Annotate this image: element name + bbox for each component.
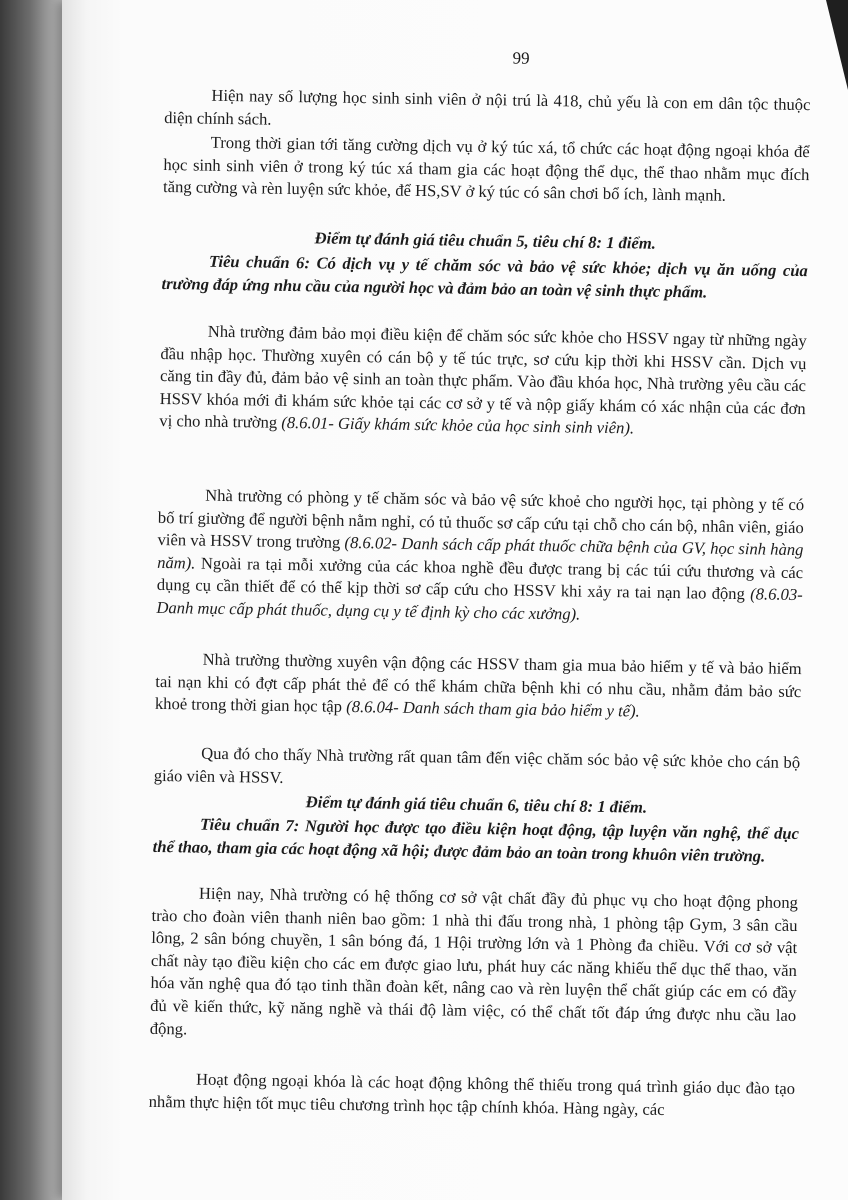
evidence-ref-8-6-03: (8.6.03- Danh mục cấp phát thuốc, dụng cụ y tế định kỳ cho các xưởng). (156, 584, 803, 624)
paragraph-health-care-text: Nhà trường đảm bảo mọi điều kiện để chăm sóc sức khỏe cho HSSV ngay từ những ngày đầu nhập học. Thường xuyên có cán bộ y tế túc trực, sơ cứu kịp thời khi HSSV cần. Dịch vụ căng tin đầy đủ, đảm bảo vệ sinh an toàn thực phẩm. Vào đầu khóa học, Nhà trường yêu cầu các HSSV khóa mới đi khám sức khỏe tại các cơ sở y tế và nộp giấy khám có xác nhận của các đơn vị cho nhà trường (159, 321, 807, 433)
paragraph-workshop-firstaid: Ngoài ra tại mỗi xưởng của các khoa nghề đều được trang bị các túi cứu thương và các dụng cụ cần thiết để có thể kịp thời sơ cấp cứu cho HSSV khi xảy ra tai nạn lao động (156, 553, 804, 604)
paragraph-conclusion: Qua đó cho thấy Nhà trường rất quan tâm đến việc chăm sóc bảo vệ sức khỏe cho cán bộ giáo viên và HSSV. (153, 743, 801, 787)
heading-standard-7: Tiêu chuẩn 7: Người học được tạo điều kiện hoạt động, tập luyện văn nghệ, thể dục thể thao, tham gia các hoạt động xã hội; được đảm bảo an toàn trong khuôn viên trường. (152, 814, 800, 866)
paragraph-medical-room-text: Nhà trường có phòng y tế chăm sóc và bảo vệ sức khoẻ cho người học, tại phòng y tế có bố trí giường để người bệnh nằm nghỉ, có tủ thuốc sơ cấp cứu tại chỗ cho cán bộ, nhân viên, giáo viên và HSSV trong trường (157, 485, 805, 553)
score-standard-5: Điểm tự đánh giá tiêu chuẩn 5, tiêu chí 8: 1 điểm. (314, 228, 657, 253)
paragraph-extracurricular: Hoạt động ngoại khóa là các hoạt động không thể thiếu trong quá trình giáo dục đào tạo nhằm thực hiện tốt mục tiêu chương trình học tập chính khóa. Hàng ngày, các (148, 1069, 796, 1119)
page-corner-fold (826, 0, 848, 90)
score-standard-6: Điểm tự đánh giá tiêu chuẩn 6, tiêu chí 8: 1 điểm. (305, 792, 648, 817)
paragraph-facilities: Hiện nay, Nhà trường có hệ thống cơ sở vật chất đầy đủ phục vụ cho hoạt động phong trào cho đoàn viên thanh niên bao gồm: 1 nhà thi đấu trong nhà, 1 phòng tập Gym, 3 sân cầu lông, 2 sân bóng chuyền, 1 sân bóng đá, 1 Hội trường lớn và 1 Phòng đa chiều. Với cơ sở vật chất này tạo điều kiện cho các em được giao lưu, phát huy các năng khiếu thể dục thể thao, văn hóa văn nghệ qua đó tạo tinh thần đoàn kết, nâng cao và rèn luyện thể chất giúp các em có đầy đủ về kiến thức, kỹ năng nghề và thái độ làm việc, có thể chất tốt đáp ứng được nhu cầu lao động. (149, 883, 799, 1039)
evidence-ref-8-6-04: (8.6.04- Danh sách tham gia bảo hiểm y tế). (346, 697, 640, 721)
heading-standard-6: Tiêu chuẩn 6: Có dịch vụ y tế chăm sóc và bảo vệ sức khỏe; dịch vụ ăn uống của trường đáp ứng nhu cầu của người học và đảm bảo an toàn vệ sinh thực phẩm. (161, 251, 808, 302)
paragraph-medical-room (156, 484, 804, 630)
paragraph-insurance (155, 648, 802, 726)
paragraph-boarding-students: Hiện nay số lượng học sinh sinh viên ở nội trú là 418, chủ yếu là con em dân tộc thuộc diện chính sách. (164, 85, 811, 129)
paragraph-insurance-text: Nhà trường thường xuyên vận động các HSSV tham gia mua bảo hiểm y tế và bảo hiểm tai nạn khi có đợt cấp phát thẻ để có thể khám chữa bệnh khi có nhu cầu, nhằm đảm bảo sức khoẻ trong thời gian học tập (154, 649, 802, 717)
document-page (62, 0, 848, 1200)
page-number: 99 (512, 48, 530, 68)
page-content (148, 0, 848, 1119)
paragraph-dormitory-plan: Trong thời gian tới tăng cường dịch vụ ở ký túc xá, tổ chức các hoạt động ngoại khóa để học sinh sinh viên ở trong ký túc xá tham gia các hoạt động thể dục, thể thao nhằm mục đích tăng cường và rèn luyện sức khỏe, để HS,SV ở ký túc có sân chơi bổ ích, lành mạnh. (162, 132, 810, 206)
evidence-ref-8-6-01: (8.6.01- Giấy khám sức khỏe của học sinh sinh viên). (281, 413, 635, 438)
paragraph-health-care (159, 320, 807, 443)
evidence-ref-8-6-02: (8.6.02- Danh sách cấp phát thuốc chữa bệnh của GV, học sinh hàng năm). (157, 533, 804, 573)
